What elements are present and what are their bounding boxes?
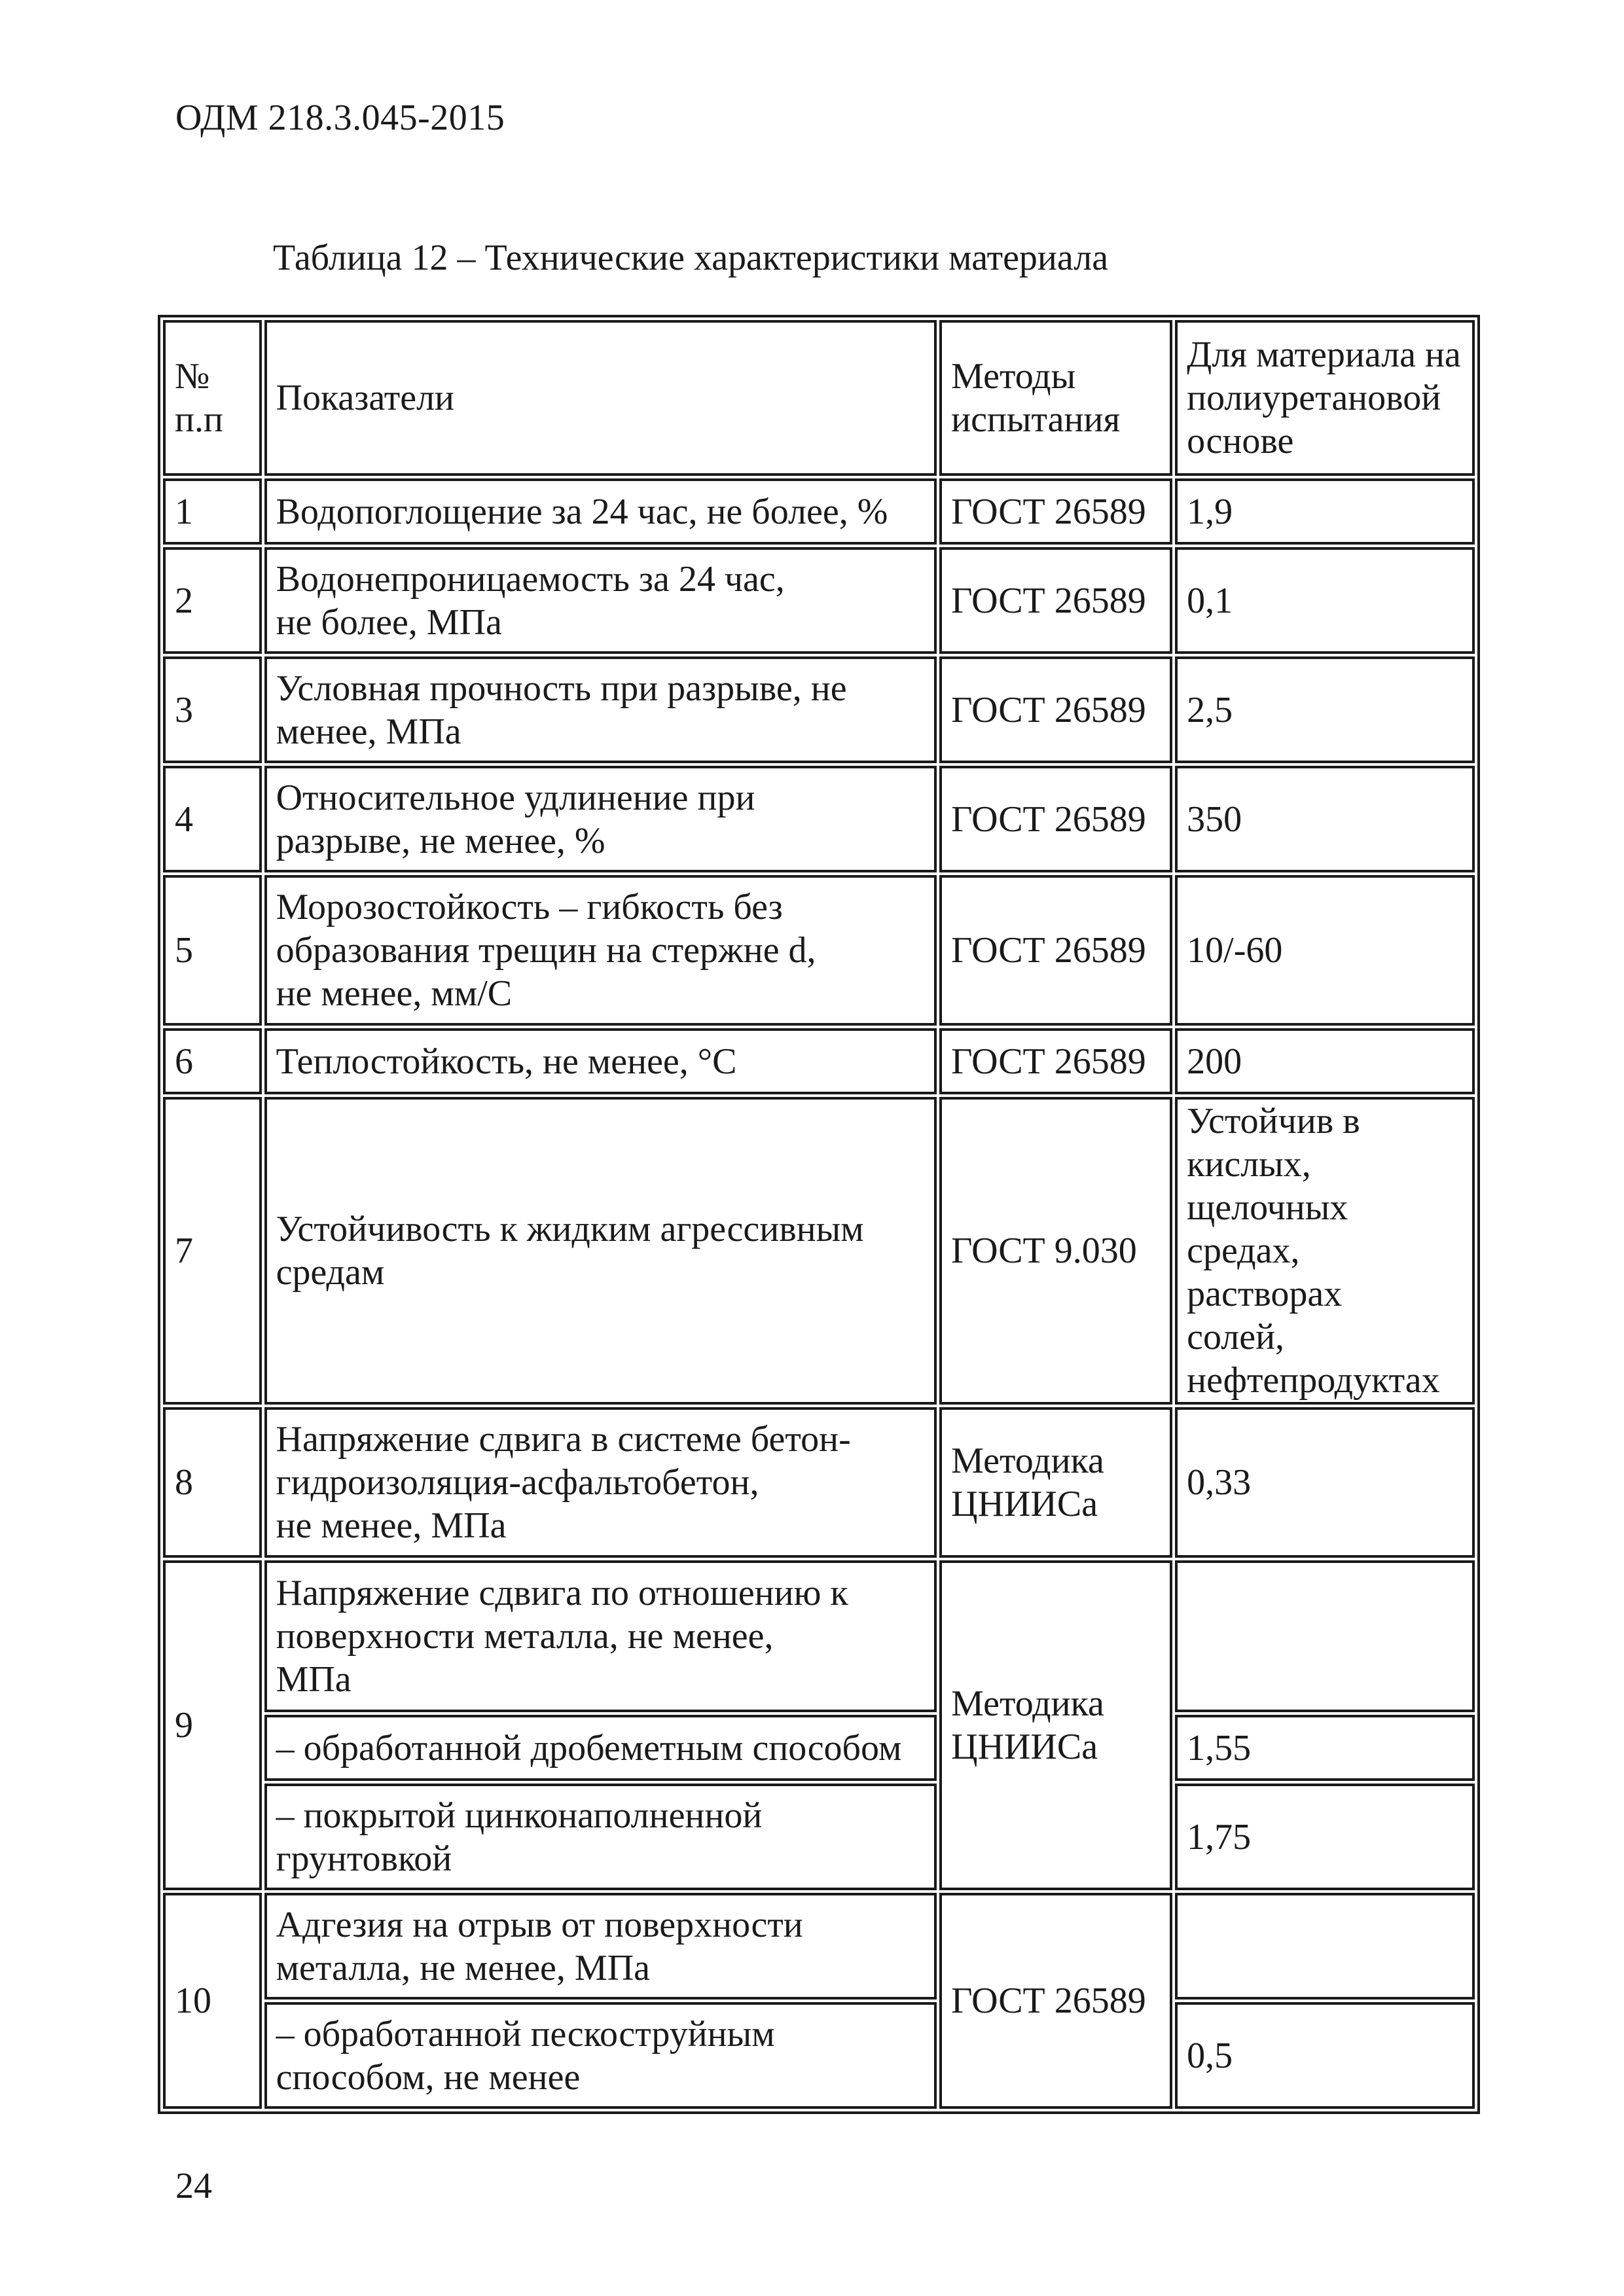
table-row [163,656,1475,763]
row-value [1175,1560,1475,1712]
table-row [163,1028,1475,1094]
row-indicator: Напряжение сдвига в системе бетон- гидроизоляция-асфальтобетон, не менее, МПа [264,1407,937,1558]
row-number: 1 [163,478,262,545]
row-value: 200 [1175,1028,1475,1094]
subrow-indicator: – обработанной дробеметным способом [264,1715,937,1781]
row-value: 1,9 [1175,478,1475,545]
header-method: Методы испытания [939,320,1172,476]
subrow-value: 0,5 [1175,2002,1475,2109]
row-value: 350 [1175,766,1475,872]
row-value: Устойчив в кислых, щелочных средах, растворах солей, нефтепродуктах [1175,1097,1475,1405]
subrow-indicator: – обработанной пескоструйным способом, не менее [264,2002,937,2109]
row-value: 10/-60 [1175,875,1475,1026]
subrow-indicator: – покрытой цинконаполненной грунтовкой [264,1784,937,1890]
header-number: № п.п [163,320,262,476]
row-indicator: Устойчивость к жидким агрессивным средам [264,1097,937,1405]
row-indicator: Водонепроницаемость за 24 час, не более, МПа [264,547,937,654]
row-value [1175,1893,1475,2000]
table-header-row [163,320,1475,476]
row-number: 8 [163,1407,262,1558]
row-method: Методика ЦНИИСа [939,1407,1172,1558]
row-number: 10 [163,1893,262,2109]
row-indicator: Условная прочность при разрыве, не менее, МПа [264,656,937,763]
row-method: ГОСТ 26589 [939,875,1172,1026]
table-row [163,1097,1475,1405]
row-method: ГОСТ 26589 [939,656,1172,763]
table-subrow [163,1784,1475,1890]
header-indicator: Показатели [264,320,937,476]
table-row [163,1560,1475,1712]
row-method: ГОСТ 26589 [939,1893,1172,2109]
row-indicator: Напряжение сдвига по отношению к поверхности металла, не менее, МПа [264,1560,937,1712]
row-number: 7 [163,1097,262,1405]
table-subrow [163,2002,1475,2109]
row-number: 4 [163,766,262,872]
table-subrow [163,1715,1475,1781]
row-method: ГОСТ 26589 [939,1028,1172,1094]
row-method: ГОСТ 26589 [939,547,1172,654]
page-number: 24 [175,2166,212,2206]
row-indicator: Адгезия на отрыв от поверхности металла, не менее, МПа [264,1893,937,2000]
row-indicator: Водопоглощение за 24 час, не более, % [264,478,937,545]
row-value: 0,1 [1175,547,1475,654]
table-row [163,1407,1475,1558]
row-method: ГОСТ 26589 [939,478,1172,545]
row-number: 5 [163,875,262,1026]
table-caption: Таблица 12 – Технические характеристики материала [273,238,1109,278]
table-row [163,766,1475,872]
subrow-value: 1,55 [1175,1715,1475,1781]
table-row [163,1893,1475,2000]
row-method: Методика ЦНИИСа [939,1560,1172,1890]
subrow-value: 1,75 [1175,1784,1475,1890]
row-value: 0,33 [1175,1407,1475,1558]
row-number: 2 [163,547,262,654]
row-indicator: Относительное удлинение при разрыве, не менее, % [264,766,937,872]
row-indicator: Теплостойкость, не менее, °С [264,1028,937,1094]
header-value: Для материала на полиуретановой основе [1175,320,1475,476]
table-row [163,547,1475,654]
document-header: ОДМ 218.3.045-2015 [175,98,505,138]
row-method: ГОСТ 9.030 [939,1097,1172,1405]
table-row [163,875,1475,1026]
row-number: 6 [163,1028,262,1094]
specification-table [158,315,1480,2114]
row-number: 3 [163,656,262,763]
row-indicator: Морозостойкость – гибкость без образования трещин на стержне d, не менее, мм/С [264,875,937,1026]
row-number: 9 [163,1560,262,1890]
row-value: 2,5 [1175,656,1475,763]
table-row [163,478,1475,545]
row-method: ГОСТ 26589 [939,766,1172,872]
